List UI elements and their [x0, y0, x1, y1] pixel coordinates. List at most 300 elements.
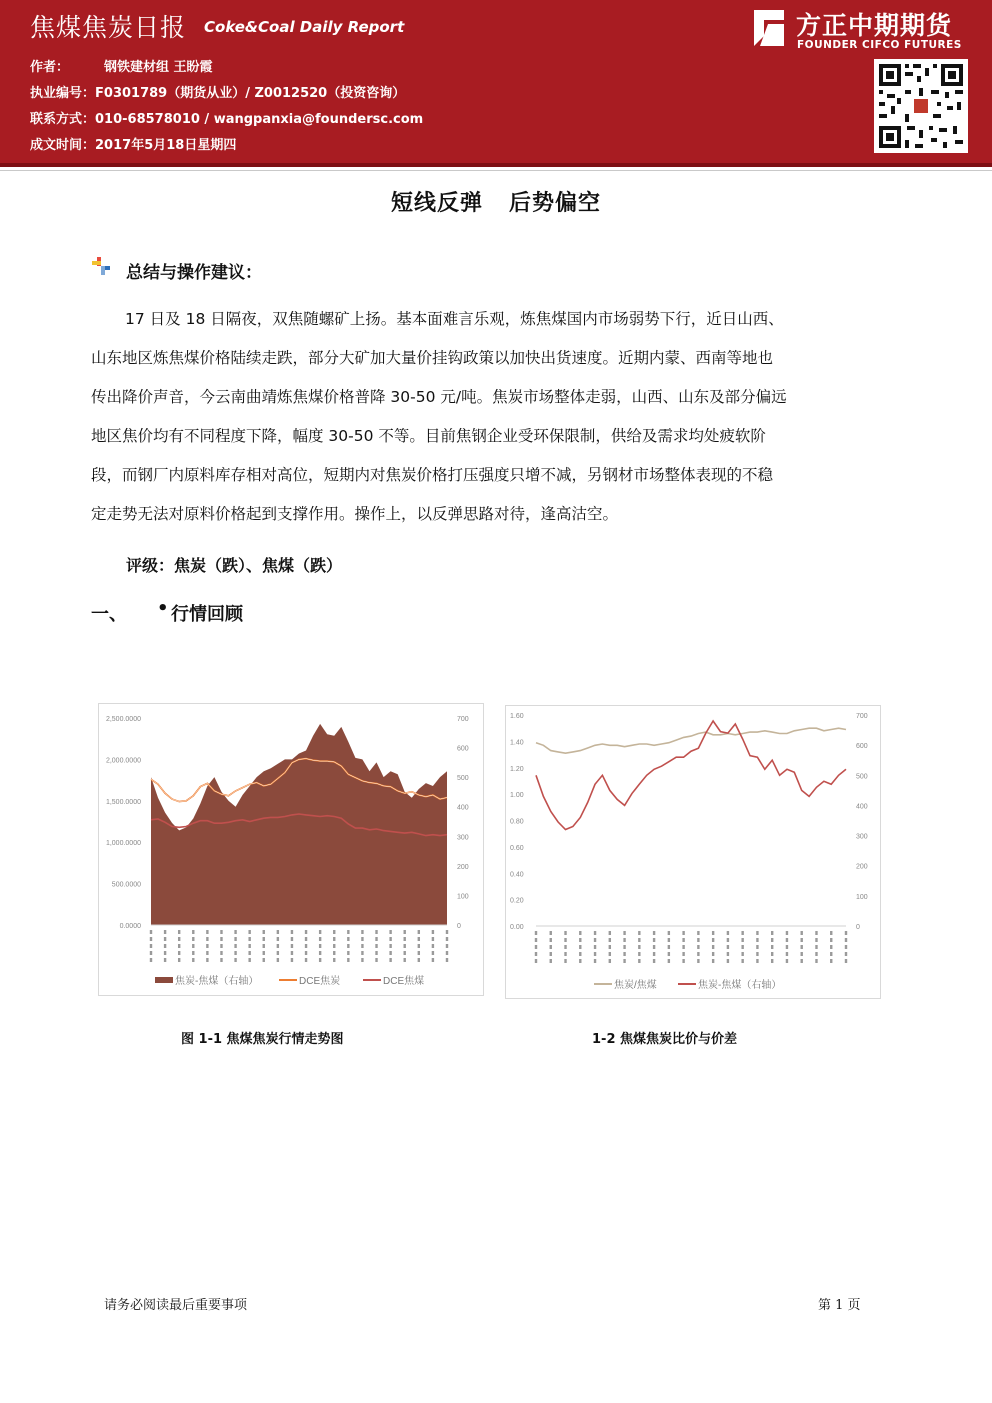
- y-left-tick-label: 0.80: [510, 818, 524, 826]
- x-tick-label-mark: [234, 944, 236, 948]
- date-value: 2017年5月18日星期四: [95, 138, 237, 153]
- license-row: [30, 82, 405, 101]
- x-tick-label-mark: [333, 944, 335, 948]
- x-tick-label-mark: [609, 959, 611, 963]
- x-tick-label-mark: [564, 938, 566, 942]
- section-title: 行情回顾: [171, 604, 243, 625]
- x-tick-label-mark: [150, 958, 152, 962]
- brand-name-en: FOUNDER CIFCO FUTURES: [797, 39, 962, 51]
- y-left-tick-label: 0.40: [510, 871, 524, 879]
- x-tick-label-mark: [446, 937, 448, 941]
- x-tick-label-mark: [653, 938, 655, 942]
- x-tick-label-mark: [333, 951, 335, 955]
- license-value: F0301789（期货从业）/ Z0012520（投资咨询）: [95, 86, 406, 101]
- x-tick-label-mark: [579, 931, 581, 935]
- x-tick-label-mark: [815, 952, 817, 956]
- y-right-tick-label: 500: [856, 773, 868, 781]
- y-left-tick-label: 1,500.0000: [105, 798, 141, 806]
- x-tick-label-mark: [697, 931, 699, 935]
- x-tick-label-mark: [535, 952, 537, 956]
- x-tick-label-mark: [638, 952, 640, 956]
- legend-label: 焦炭-焦煤（右轴）: [698, 980, 782, 991]
- line-series: [536, 728, 846, 753]
- x-tick-label-mark: [727, 959, 729, 963]
- legend-swatch: [155, 977, 173, 983]
- x-tick-label-mark: [178, 951, 180, 955]
- x-tick-label-mark: [206, 958, 208, 962]
- x-tick-label-mark: [535, 945, 537, 949]
- rating-line: 评级：焦炭（跌）、焦煤（跌）: [126, 556, 343, 575]
- y-right-tick-label: 600: [856, 743, 868, 751]
- x-tick-label-mark: [192, 951, 194, 955]
- x-tick-label-mark: [550, 945, 552, 949]
- x-tick-label-mark: [801, 945, 803, 949]
- x-tick-label-mark: [432, 951, 434, 955]
- x-tick-label-mark: [697, 938, 699, 942]
- x-tick-label-mark: [248, 951, 250, 955]
- x-tick-label-mark: [263, 937, 265, 941]
- x-tick-label-mark: [150, 944, 152, 948]
- x-tick-label-mark: [845, 959, 847, 963]
- line-series: [536, 721, 846, 830]
- x-tick-label-mark: [756, 931, 758, 935]
- x-tick-label-mark: [579, 938, 581, 942]
- x-tick-label-mark: [432, 958, 434, 962]
- report-title-en: Coke&Coal Daily Report: [204, 18, 405, 36]
- x-tick-label-mark: [638, 945, 640, 949]
- x-tick-label-mark: [178, 930, 180, 934]
- x-tick-label-mark: [682, 945, 684, 949]
- x-tick-label-mark: [248, 937, 250, 941]
- x-tick-label-mark: [305, 951, 307, 955]
- x-tick-label-mark: [446, 951, 448, 955]
- y-right-tick-label: 0: [457, 923, 461, 930]
- x-tick-label-mark: [291, 951, 293, 955]
- x-tick-label-mark: [697, 952, 699, 956]
- x-tick-label-mark: [653, 945, 655, 949]
- x-tick-label-mark: [446, 930, 448, 934]
- x-tick-label-mark: [375, 937, 377, 941]
- x-tick-label-mark: [361, 944, 363, 948]
- x-tick-label-mark: [594, 959, 596, 963]
- x-tick-label-mark: [164, 958, 166, 962]
- y-left-tick-label: 1,000.0000: [105, 840, 141, 848]
- x-tick-label-mark: [682, 931, 684, 935]
- x-tick-label-mark: [192, 930, 194, 934]
- x-tick-label-mark: [291, 944, 293, 948]
- x-tick-label-mark: [220, 937, 222, 941]
- x-tick-label-mark: [305, 937, 307, 941]
- contact-label: 联系方式：: [30, 112, 96, 127]
- header-divider: [0, 170, 992, 171]
- x-tick-label-mark: [404, 937, 406, 941]
- summary-heading: 总结与操作建议：: [126, 263, 262, 283]
- x-tick-label-mark: [579, 959, 581, 963]
- x-tick-label-mark: [550, 931, 552, 935]
- x-tick-label-mark: [234, 958, 236, 962]
- y-right-tick-label: 100: [856, 893, 868, 901]
- x-tick-label-mark: [404, 944, 406, 948]
- x-tick-label-mark: [564, 931, 566, 935]
- x-tick-label-mark: [845, 931, 847, 935]
- y-left-tick-label: 2,500.0000: [105, 716, 141, 723]
- section-one-heading: [91, 598, 243, 626]
- x-tick-label-mark: [712, 931, 714, 935]
- license-label: 执业编号：: [30, 86, 96, 101]
- company-logo: [746, 6, 976, 56]
- y-left-tick-label: 1.00: [510, 792, 524, 800]
- x-tick-label-mark: [277, 937, 279, 941]
- x-tick-label-mark: [333, 937, 335, 941]
- contact-value: 010-68578010 / wangpanxia@foundersc.com: [95, 112, 424, 127]
- x-tick-label-mark: [248, 930, 250, 934]
- x-tick-label-mark: [375, 958, 377, 962]
- summary-line: 地区焦价均有不同程度下降，幅度 30-50 不等。目前焦钢企业受环保限制，供给及需求均处疲软阶: [91, 427, 766, 445]
- x-tick-label-mark: [771, 952, 773, 956]
- x-tick-label-mark: [206, 930, 208, 934]
- x-tick-label-mark: [178, 937, 180, 941]
- x-tick-label-mark: [347, 951, 349, 955]
- legend-label: 焦炭/焦煤: [614, 980, 657, 991]
- x-tick-label-mark: [727, 952, 729, 956]
- x-tick-label-mark: [623, 945, 625, 949]
- x-tick-label-mark: [535, 959, 537, 963]
- x-tick-label-mark: [609, 938, 611, 942]
- x-tick-label-mark: [277, 930, 279, 934]
- x-tick-label-mark: [263, 958, 265, 962]
- x-tick-label-mark: [830, 952, 832, 956]
- summary-line: 定走势无法对原料价格起到支撑作用。操作上，以反弹思路对待，逢高沽空。: [91, 505, 619, 523]
- x-tick-label-mark: [319, 951, 321, 955]
- summary-line: 山东地区炼焦煤价格陆续走跌，部分大矿加大量价挂钩政策以加快出货速度。近期内蒙、西南等地也: [91, 349, 774, 367]
- brand-name-cn: 方正中期期货: [796, 11, 953, 40]
- x-tick-label-mark: [668, 959, 670, 963]
- y-left-tick-label: 0.00: [510, 924, 524, 931]
- x-tick-label-mark: [361, 930, 363, 934]
- legend-label: DCE焦炭: [299, 976, 341, 987]
- x-tick-label-mark: [668, 945, 670, 949]
- x-tick-label-mark: [697, 959, 699, 963]
- header-rule: [0, 163, 992, 167]
- x-tick-label-mark: [845, 952, 847, 956]
- x-tick-label-mark: [756, 959, 758, 963]
- x-tick-label-mark: [815, 959, 817, 963]
- x-tick-label-mark: [594, 952, 596, 956]
- chart-1-frame: [98, 703, 484, 996]
- document-title: 短线反弹 后势偏空: [391, 191, 601, 216]
- x-tick-label-mark: [150, 937, 152, 941]
- x-tick-label-mark: [432, 937, 434, 941]
- x-tick-label-mark: [579, 952, 581, 956]
- x-tick-label-mark: [164, 944, 166, 948]
- x-tick-label-mark: [220, 930, 222, 934]
- x-tick-label-mark: [234, 930, 236, 934]
- x-tick-label-mark: [404, 951, 406, 955]
- contact-row: [30, 108, 423, 127]
- x-tick-label-mark: [801, 938, 803, 942]
- x-tick-label-mark: [277, 951, 279, 955]
- x-tick-label-mark: [741, 938, 743, 942]
- x-tick-label-mark: [756, 945, 758, 949]
- x-tick-label-mark: [263, 944, 265, 948]
- y-right-tick-label: 300: [856, 833, 868, 841]
- x-tick-label-mark: [712, 952, 714, 956]
- x-tick-label-mark: [319, 930, 321, 934]
- page-number: 第 1 页: [818, 1298, 861, 1313]
- y-right-tick-label: 600: [457, 745, 469, 753]
- x-tick-label-mark: [150, 930, 152, 934]
- x-tick-label-mark: [192, 958, 194, 962]
- x-tick-label-mark: [727, 945, 729, 949]
- y-right-tick-label: 0: [856, 924, 860, 931]
- y-left-tick-label: 500.0000: [111, 881, 141, 889]
- section-bullet-icon: [92, 257, 110, 275]
- x-tick-label-mark: [432, 944, 434, 948]
- x-tick-label-mark: [432, 930, 434, 934]
- x-tick-label-mark: [418, 937, 420, 941]
- x-tick-label-mark: [535, 938, 537, 942]
- x-tick-label-mark: [609, 945, 611, 949]
- x-tick-label-mark: [535, 931, 537, 935]
- area-series: [151, 724, 447, 925]
- x-tick-label-mark: [234, 937, 236, 941]
- x-tick-label-mark: [192, 937, 194, 941]
- x-tick-label-mark: [741, 931, 743, 935]
- x-tick-label-mark: [164, 937, 166, 941]
- x-tick-label-mark: [206, 951, 208, 955]
- x-tick-label-mark: [845, 945, 847, 949]
- legend-label: DCE焦煤: [383, 976, 425, 987]
- x-tick-label-mark: [550, 952, 552, 956]
- x-tick-label-mark: [319, 958, 321, 962]
- x-tick-label-mark: [389, 937, 391, 941]
- x-tick-label-mark: [347, 944, 349, 948]
- x-tick-label-mark: [771, 959, 773, 963]
- x-tick-label-mark: [389, 958, 391, 962]
- x-tick-label-mark: [786, 931, 788, 935]
- x-tick-label-mark: [727, 931, 729, 935]
- x-tick-label-mark: [741, 959, 743, 963]
- x-tick-label-mark: [609, 952, 611, 956]
- x-tick-label-mark: [830, 938, 832, 942]
- x-tick-label-mark: [178, 944, 180, 948]
- x-tick-label-mark: [446, 958, 448, 962]
- x-tick-label-mark: [756, 952, 758, 956]
- x-tick-label-mark: [291, 958, 293, 962]
- chart-1-caption: 图 1-1 焦煤焦炭行情走势图: [181, 1032, 344, 1047]
- x-tick-label-mark: [830, 931, 832, 935]
- x-tick-label-mark: [220, 944, 222, 948]
- x-tick-label-mark: [564, 945, 566, 949]
- chart-2-frame: [505, 705, 881, 999]
- x-tick-label-mark: [771, 938, 773, 942]
- x-tick-label-mark: [594, 931, 596, 935]
- x-tick-label-mark: [830, 959, 832, 963]
- x-tick-label-mark: [164, 951, 166, 955]
- x-tick-label-mark: [623, 938, 625, 942]
- summary-line: 段，而钢厂内原料库存相对高位，短期内对焦炭价格打压强度只增不减，另钢材市场整体表现的不稳: [91, 466, 774, 484]
- y-left-tick-label: 1.40: [510, 739, 524, 747]
- chart-2: [506, 706, 880, 998]
- x-tick-label-mark: [550, 938, 552, 942]
- x-tick-label-mark: [609, 931, 611, 935]
- x-tick-label-mark: [668, 938, 670, 942]
- x-tick-label-mark: [263, 930, 265, 934]
- author-row: [30, 56, 213, 75]
- x-tick-label-mark: [550, 959, 552, 963]
- x-tick-label-mark: [638, 931, 640, 935]
- author-value: 钢铁建材组 王盼霞: [104, 60, 213, 75]
- y-left-tick-label: 0.60: [510, 844, 524, 852]
- x-tick-label-mark: [192, 944, 194, 948]
- x-tick-label-mark: [786, 938, 788, 942]
- section-number: 一、: [91, 604, 127, 625]
- qr-code-icon: [874, 59, 968, 153]
- summary-line: 传出降价声音，今云南曲靖炼焦煤价格普降 30-50 元/吨。焦炭市场整体走弱，山西、山东及部分偏远: [91, 388, 787, 406]
- x-tick-label-mark: [319, 944, 321, 948]
- chart-2-caption: 1-2 焦煤焦炭比价与价差: [592, 1032, 738, 1047]
- x-tick-label-mark: [682, 952, 684, 956]
- x-tick-label-mark: [418, 930, 420, 934]
- x-tick-label-mark: [653, 959, 655, 963]
- legend-label: 焦炭-焦煤（右轴）: [175, 976, 259, 987]
- x-tick-label-mark: [361, 958, 363, 962]
- x-tick-label-mark: [375, 930, 377, 934]
- x-tick-label-mark: [653, 952, 655, 956]
- x-tick-label-mark: [741, 952, 743, 956]
- y-right-tick-label: 200: [457, 863, 469, 871]
- x-tick-label-mark: [319, 937, 321, 941]
- y-right-tick-label: 400: [457, 804, 469, 812]
- x-tick-label-mark: [404, 930, 406, 934]
- x-tick-label-mark: [594, 945, 596, 949]
- x-tick-label-mark: [347, 930, 349, 934]
- x-tick-label-mark: [741, 945, 743, 949]
- x-tick-label-mark: [638, 959, 640, 963]
- x-tick-label-mark: [248, 944, 250, 948]
- x-tick-label-mark: [668, 931, 670, 935]
- x-tick-label-mark: [206, 937, 208, 941]
- bullet-icon: •: [157, 598, 169, 619]
- y-left-tick-label: 2,000.0000: [105, 757, 141, 765]
- x-tick-label-mark: [347, 958, 349, 962]
- y-right-tick-label: 200: [856, 863, 868, 871]
- x-tick-label-mark: [653, 931, 655, 935]
- x-tick-label-mark: [682, 959, 684, 963]
- x-tick-label-mark: [220, 958, 222, 962]
- x-tick-label-mark: [248, 958, 250, 962]
- x-tick-label-mark: [220, 951, 222, 955]
- x-tick-label-mark: [347, 937, 349, 941]
- author-label: 作者：: [30, 60, 70, 75]
- x-tick-label-mark: [786, 952, 788, 956]
- x-tick-label-mark: [277, 944, 279, 948]
- x-tick-label-mark: [150, 951, 152, 955]
- x-tick-label-mark: [830, 945, 832, 949]
- x-tick-label-mark: [815, 931, 817, 935]
- x-tick-label-mark: [418, 944, 420, 948]
- y-right-tick-label: 700: [457, 716, 469, 723]
- date-row: [30, 134, 236, 153]
- x-tick-label-mark: [564, 952, 566, 956]
- date-label: 成文时间：: [30, 138, 96, 153]
- x-tick-label-mark: [361, 951, 363, 955]
- y-right-tick-label: 400: [856, 803, 868, 811]
- x-tick-label-mark: [333, 930, 335, 934]
- x-tick-label-mark: [389, 930, 391, 934]
- x-tick-label-mark: [712, 959, 714, 963]
- x-tick-label-mark: [277, 958, 279, 962]
- x-tick-label-mark: [697, 945, 699, 949]
- y-right-tick-label: 100: [457, 893, 469, 901]
- founder-logo-icon: [746, 8, 786, 48]
- report-header: [0, 0, 992, 163]
- y-right-tick-label: 700: [856, 713, 868, 720]
- summary-line: 17 日及 18 日隔夜，双焦随螺矿上扬。基本面难言乐观，炼焦煤国内市场弱势下行，近日山西、: [125, 310, 784, 328]
- x-tick-label-mark: [389, 944, 391, 948]
- x-tick-label-mark: [727, 938, 729, 942]
- x-tick-label-mark: [446, 944, 448, 948]
- x-tick-label-mark: [234, 951, 236, 955]
- x-tick-label-mark: [771, 931, 773, 935]
- x-tick-label-mark: [801, 931, 803, 935]
- x-tick-label-mark: [815, 938, 817, 942]
- x-tick-label-mark: [418, 958, 420, 962]
- x-tick-label-mark: [333, 958, 335, 962]
- y-left-tick-label: 1.60: [510, 713, 524, 720]
- x-tick-label-mark: [305, 930, 307, 934]
- x-tick-label-mark: [178, 958, 180, 962]
- x-tick-label-mark: [418, 951, 420, 955]
- y-left-tick-label: 1.20: [510, 765, 524, 773]
- x-tick-label-mark: [291, 937, 293, 941]
- x-tick-label-mark: [579, 945, 581, 949]
- y-right-tick-label: 300: [457, 834, 469, 842]
- x-tick-label-mark: [564, 959, 566, 963]
- x-tick-label-mark: [375, 951, 377, 955]
- x-tick-label-mark: [712, 945, 714, 949]
- x-tick-label-mark: [801, 952, 803, 956]
- x-tick-label-mark: [375, 944, 377, 948]
- x-tick-label-mark: [291, 930, 293, 934]
- x-tick-label-mark: [594, 938, 596, 942]
- y-right-tick-label: 500: [457, 775, 469, 783]
- x-tick-label-mark: [623, 931, 625, 935]
- x-tick-label-mark: [623, 959, 625, 963]
- x-tick-label-mark: [845, 938, 847, 942]
- x-tick-label-mark: [801, 959, 803, 963]
- x-tick-label-mark: [668, 952, 670, 956]
- x-tick-label-mark: [786, 959, 788, 963]
- x-tick-label-mark: [682, 938, 684, 942]
- x-tick-label-mark: [623, 952, 625, 956]
- x-tick-label-mark: [638, 938, 640, 942]
- x-tick-label-mark: [712, 938, 714, 942]
- x-tick-label-mark: [815, 945, 817, 949]
- x-tick-label-mark: [206, 944, 208, 948]
- footer-notice: 请务必阅读最后重要事项: [104, 1298, 248, 1313]
- x-tick-label-mark: [771, 945, 773, 949]
- x-tick-label-mark: [263, 951, 265, 955]
- chart-1: [99, 704, 483, 995]
- x-tick-label-mark: [389, 951, 391, 955]
- x-tick-label-mark: [305, 944, 307, 948]
- x-tick-label-mark: [786, 945, 788, 949]
- summary-paragraph: [91, 300, 903, 534]
- x-tick-label-mark: [756, 938, 758, 942]
- y-left-tick-label: 0.20: [510, 897, 524, 905]
- y-left-tick-label: 0.0000: [119, 923, 141, 930]
